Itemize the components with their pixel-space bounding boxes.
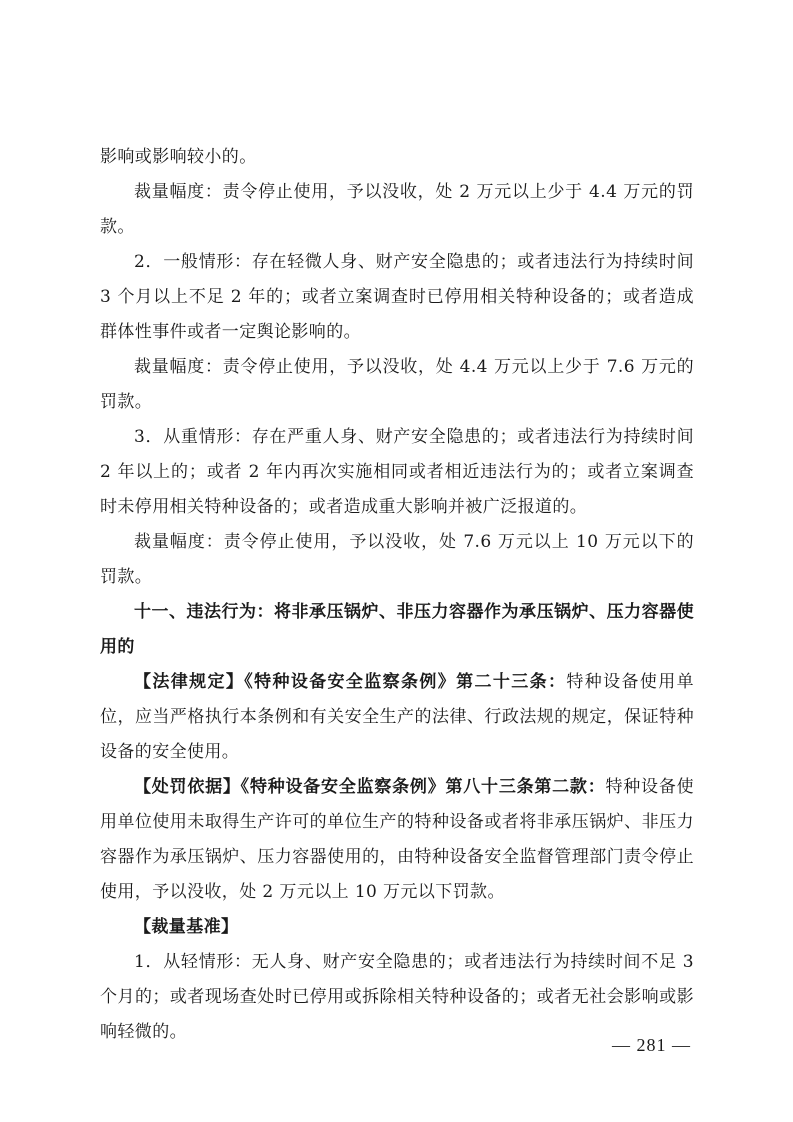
paragraph-legal-provision <box>100 665 694 770</box>
paragraph-general-case <box>100 245 694 350</box>
paragraph-discretion-range-general <box>100 350 694 420</box>
paragraph-text: 特种设备使用单位使用未取得生产许可的单位生产的特种设备或者将非承压锅炉、非压力容器作为承压锅炉、压力容器使用的，由特种设备安全监督管理部门责令停止使用，予以没收，处 2 万元以上 10 万元以下罚款。 <box>100 777 694 902</box>
page-number: — 281 — <box>612 1035 691 1055</box>
paragraph-discretion-standard <box>100 910 694 945</box>
paragraph-text: 1．从轻情形：无人身、财产安全隐患的；或者违法行为持续时间不足 3 个月的；或者现场查处时已停用或拆除相关特种设备的；或者无社会影响或影响轻微的。 <box>100 952 694 1042</box>
paragraph-light-case <box>100 945 694 1050</box>
paragraph-text: 特种设备使用单位，应当严格执行本条例和有关安全生产的法律、行政法规的规定，保证特种设备的安全使用。 <box>100 672 694 762</box>
section-heading-eleven <box>100 595 694 665</box>
paragraph-text: 裁量幅度：责令停止使用，予以没收，处 4.4 万元以上少于 7.6 万元的罚款。 <box>100 357 694 412</box>
document-body <box>100 140 694 1050</box>
paragraph-discretion-range-heavy <box>100 525 694 595</box>
paragraph-text: 2．一般情形：存在轻微人身、财产安全隐患的；或者违法行为持续时间 3 个月以上不足 2 年的；或者立案调查时已停用相关特种设备的；或者造成群体性事件或者一定舆论影响的。 <box>100 252 694 342</box>
heading-text: 十一、违法行为：将非承压锅炉、非压力容器作为承压锅炉、压力容器使用的 <box>100 602 694 657</box>
paragraph-continuation <box>100 140 694 175</box>
paragraph-text: 裁量幅度：责令停止使用，予以没收，处 2 万元以上少于 4.4 万元的罚款。 <box>100 182 694 237</box>
paragraph-text: 裁量幅度：责令停止使用，予以没收，处 7.6 万元以上 10 万元以下的罚款。 <box>100 532 694 587</box>
label-legal-provision: 【法律规定】《特种设备安全监察条例》第二十三条： <box>134 672 567 692</box>
label-discretion-standard: 【裁量基准】 <box>134 917 239 937</box>
label-penalty-basis: 【处罚依据】《特种设备安全监察条例》第八十三条第二款： <box>134 777 606 797</box>
paragraph-penalty-basis <box>100 770 694 910</box>
paragraph-discretion-range-light <box>100 175 694 245</box>
paragraph-text: 影响或影响较小的。 <box>100 147 257 167</box>
paragraph-heavy-case <box>100 420 694 525</box>
paragraph-text: 3．从重情形：存在严重人身、财产安全隐患的；或者违法行为持续时间 2 年以上的；或者 2 年内再次实施相同或者相近违法行为的；或者立案调查时未停用相关特种设备的；或者造成重大影响并被广泛报道的。 <box>100 427 694 517</box>
